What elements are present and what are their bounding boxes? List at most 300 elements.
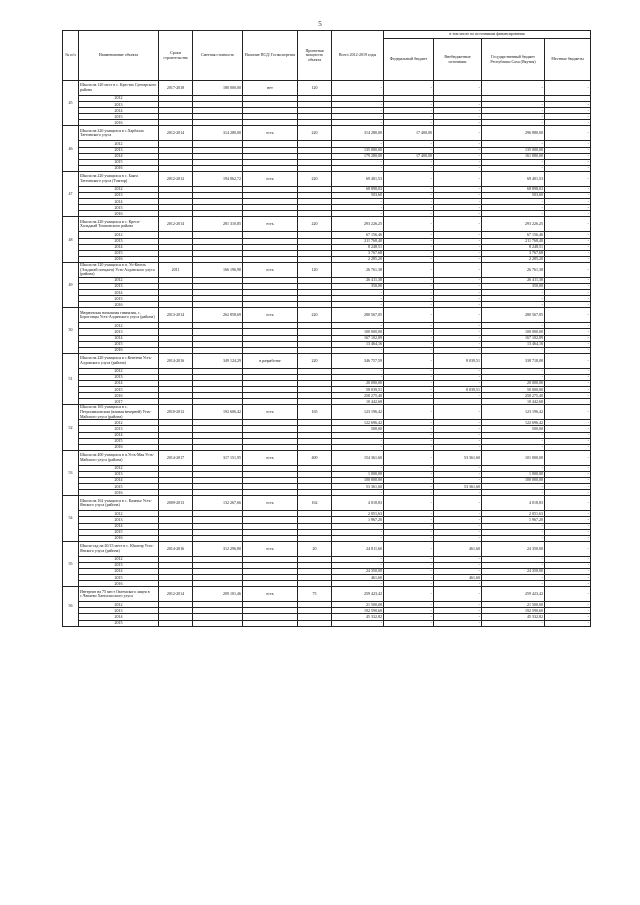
year-fed: - (384, 478, 434, 484)
year-local: - (545, 471, 591, 477)
year-label: 2016 (79, 444, 159, 450)
object-number: 45 (63, 81, 79, 126)
object-fed: - (384, 450, 434, 465)
year-label: 2014 (79, 290, 159, 296)
year-fed: - (384, 381, 434, 387)
year-state: 258 275,40 (482, 393, 545, 399)
object-capacity: 220 (298, 171, 332, 186)
object-name: Школа на 220 учащихся в с. Кресп-Хальджай Томпонского района (79, 217, 159, 232)
year-label: 2016 (79, 211, 159, 217)
object-total: 293 226,25 (332, 217, 384, 232)
object-name: Школа на 165 учащихся в с. Петропавловском (вливая вечерней) Усть-Майского улуса (района) (79, 405, 159, 420)
year-total: - (332, 465, 384, 471)
header-extra: Внебюджетные источники (434, 39, 482, 81)
object-name: Школа на 400 учащихся в п.Усть-Мая Усть-Майского улуса (района) (79, 450, 159, 465)
year-fed: - (384, 193, 434, 199)
object-local: - (545, 308, 591, 323)
year-total: 258 275,40 (332, 393, 384, 399)
year-extra: - (434, 608, 482, 614)
year-label: 2013 (79, 426, 159, 432)
year-total: - (332, 444, 384, 450)
object-total: 314 280,00 (332, 126, 384, 141)
object-capacity: 20 (298, 541, 332, 556)
year-fed: 17 400,00 (384, 153, 434, 159)
year-label: 2015 (79, 529, 159, 535)
year-fed: - (384, 277, 434, 283)
year-label: 2015 (79, 484, 159, 490)
year-state: - (482, 296, 545, 302)
year-state: - (482, 302, 545, 308)
year-extra: - (434, 335, 482, 341)
object-fed: - (384, 541, 434, 556)
year-total: 21 500,00 (332, 602, 384, 608)
year-local: - (545, 529, 591, 535)
header-num: № п/п (63, 31, 79, 81)
year-total: - (332, 205, 384, 211)
year-extra: - (434, 511, 482, 517)
year-fed: - (384, 323, 434, 329)
year-total: - (332, 165, 384, 171)
year-label: 2014 (79, 523, 159, 529)
year-local: - (545, 277, 591, 283)
year-total: 122 696,42 (332, 420, 384, 426)
object-fed: - (384, 217, 434, 232)
year-local: - (545, 290, 591, 296)
year-fed: - (384, 165, 434, 171)
year-extra: - (434, 478, 482, 484)
year-extra: 8 039,51 (434, 387, 482, 393)
object-cost: 349 124,29 (193, 353, 243, 368)
year-state: 167 102,89 (482, 335, 545, 341)
year-extra: - (434, 165, 482, 171)
year-local: - (545, 517, 591, 523)
object-number: 48 (63, 217, 79, 262)
year-local: - (545, 205, 591, 211)
year-extra: - (434, 199, 482, 205)
year-total: 192 590,60 (332, 608, 384, 614)
year-total: 350,00 (332, 283, 384, 289)
object-number: 50 (63, 308, 79, 353)
object-capacity: 162 (298, 496, 332, 511)
year-state: 2 285,20 (482, 256, 545, 262)
year-fed: - (384, 614, 434, 620)
object-capacity: 165 (298, 405, 332, 420)
object-state: 293 226,25 (482, 217, 545, 232)
object-psd: есть (243, 405, 298, 420)
year-total: 8 248,51 (332, 244, 384, 250)
object-state: 259 423,42 (482, 587, 545, 602)
year-fed: - (384, 256, 434, 262)
year-fed: - (384, 341, 434, 347)
year-label: 2013 (79, 102, 159, 108)
year-state: - (482, 529, 545, 535)
year-state: 45 332,82 (482, 614, 545, 620)
object-total: 259 423,42 (332, 587, 384, 602)
year-local: - (545, 147, 591, 153)
object-cost: 192 606,42 (193, 405, 243, 420)
year-local: - (545, 438, 591, 444)
object-local: - (545, 353, 591, 368)
year-local: - (545, 381, 591, 387)
object-extra: - (434, 81, 482, 96)
year-local: - (545, 562, 591, 568)
year-state: - (482, 374, 545, 380)
year-label: 2012 (79, 186, 159, 192)
year-total: 179 280,00 (332, 153, 384, 159)
year-label: 2016 (79, 165, 159, 171)
year-label: 2012 (79, 420, 159, 426)
year-total: - (332, 581, 384, 587)
year-label: 2014 (79, 244, 159, 250)
object-state: 123 196,42 (482, 405, 545, 420)
year-fed: - (384, 186, 434, 192)
year-state: - (482, 199, 545, 205)
object-name: Мюрюнская начальная гимназия, с. Борогонцы Усть-Алданского улуса (района) (79, 308, 159, 323)
year-state: 1 000,00 (482, 471, 545, 477)
year-fed: - (384, 471, 434, 477)
year-label: 2015 (79, 250, 159, 256)
year-label: 2015 (79, 620, 159, 626)
year-fed: - (384, 393, 434, 399)
object-name: Школа на 120 учащихся в п. Уо-Кюель (Эльдигай спецжеп) Усть-Алданского улуса (района) (79, 262, 159, 277)
object-extra: - (434, 496, 482, 511)
year-total: 68 898,03 (332, 186, 384, 192)
year-fed: - (384, 302, 434, 308)
year-total: - (332, 302, 384, 308)
object-total: 280 567,05 (332, 308, 384, 323)
object-term: 2012-2014 (159, 587, 193, 602)
empty-cell (298, 620, 332, 626)
object-term: 2009-2013 (159, 496, 193, 511)
year-state: 350,00 (482, 283, 545, 289)
object-psd: нет (243, 81, 298, 96)
year-fed: - (384, 575, 434, 581)
header-name: Наименование объекта (79, 31, 159, 81)
year-state: 161 880,00 (482, 153, 545, 159)
year-fed: - (384, 199, 434, 205)
year-extra: - (434, 296, 482, 302)
year-label: 2013 (79, 147, 159, 153)
year-state: - (482, 141, 545, 147)
object-fed: - (384, 587, 434, 602)
year-total: 26 411,38 (332, 277, 384, 283)
object-capacity: 120 (298, 81, 332, 96)
object-row (63, 405, 591, 420)
year-extra: - (434, 568, 482, 574)
object-psd: есть (243, 308, 298, 323)
year-fed: - (384, 141, 434, 147)
year-local: - (545, 159, 591, 165)
year-fed: - (384, 147, 434, 153)
object-name: Интернат на 75 мест Октемского лицея в с.Чапаево Хангаласского улуса (79, 587, 159, 602)
year-label: 2013 (79, 329, 159, 335)
object-row (63, 541, 591, 556)
year-total: - (332, 438, 384, 444)
object-cost: 194 062,72 (193, 171, 243, 186)
year-state: - (482, 290, 545, 296)
year-local: - (545, 165, 591, 171)
year-extra: - (434, 471, 482, 477)
object-state: 26 761,38 (482, 262, 545, 277)
object-fed: - (384, 496, 434, 511)
year-local: - (545, 387, 591, 393)
year-fed: - (384, 608, 434, 614)
year-total: 500,00 (332, 426, 384, 432)
year-state: - (482, 465, 545, 471)
object-row (63, 496, 591, 511)
object-row (63, 587, 591, 602)
object-number: 54 (63, 496, 79, 541)
year-fed: - (384, 368, 434, 374)
year-fed: - (384, 335, 434, 341)
year-state: - (482, 368, 545, 374)
object-total: 69 401,53 (332, 171, 384, 186)
year-fed: - (384, 244, 434, 250)
year-fed: - (384, 296, 434, 302)
object-term: 2014-2016 (159, 353, 193, 368)
year-state: 26 411,38 (482, 277, 545, 283)
year-label: 2016 (79, 302, 159, 308)
year-fed: - (384, 517, 434, 523)
year-total: 67 156,46 (332, 232, 384, 238)
object-total: 24 811,60 (332, 541, 384, 556)
year-extra: - (434, 393, 482, 399)
object-local: - (545, 171, 591, 186)
year-local: - (545, 341, 591, 347)
year-local: - (545, 186, 591, 192)
year-local: - (545, 608, 591, 614)
object-cost: 314 280,00 (193, 126, 243, 141)
year-total: - (332, 102, 384, 108)
object-number: 56 (63, 587, 79, 626)
page-number: 5 (318, 20, 322, 28)
year-extra: - (434, 341, 482, 347)
header-state: Государственный бюджет Республики Саха (Якутия) (482, 39, 545, 81)
year-label: 2016 (79, 490, 159, 496)
year-local: - (545, 484, 591, 490)
year-extra: - (434, 290, 482, 296)
year-state: 3 767,68 (482, 250, 545, 256)
year-fed: - (384, 535, 434, 541)
year-local: - (545, 250, 591, 256)
year-total: - (332, 199, 384, 205)
object-local: - (545, 126, 591, 141)
year-extra: - (434, 614, 482, 620)
year-label: 2014 (79, 108, 159, 114)
year-extra: - (434, 329, 482, 335)
year-extra: - (434, 193, 482, 199)
year-fed: - (384, 232, 434, 238)
year-total: - (332, 141, 384, 147)
year-state: - (482, 165, 545, 171)
object-row (63, 262, 591, 277)
year-fed: - (384, 329, 434, 335)
year-label: 2014 (79, 381, 159, 387)
year-fed: - (384, 523, 434, 529)
year-label: 2013 (79, 517, 159, 523)
year-label: 2012 (79, 96, 159, 102)
object-psd: есть (243, 217, 298, 232)
year-state: - (482, 211, 545, 217)
year-fed: - (384, 620, 434, 626)
year-total: 45 332,82 (332, 614, 384, 620)
object-extra: - (434, 405, 482, 420)
year-total: 2 051,63 (332, 511, 384, 517)
year-label: 2015 (79, 205, 159, 211)
year-total: 24 350,00 (332, 568, 384, 574)
year-state: 24 350,00 (482, 568, 545, 574)
object-state: 338 718,08 (482, 353, 545, 368)
year-total: 100 000,00 (332, 329, 384, 335)
object-row (63, 126, 591, 141)
year-state: - (482, 575, 545, 581)
year-state: 10 442,68 (482, 399, 545, 405)
year-local: - (545, 153, 591, 159)
object-capacity: 75 (298, 587, 332, 602)
empty-cell (159, 620, 193, 626)
year-local: - (545, 296, 591, 302)
year-state: - (482, 484, 545, 490)
object-fed: 17 400,00 (384, 126, 434, 141)
object-term: 2017-2018 (159, 81, 193, 96)
year-local: - (545, 256, 591, 262)
year-extra: - (434, 238, 482, 244)
object-local: - (545, 405, 591, 420)
year-local: - (545, 432, 591, 438)
object-psd: в разработке (243, 353, 298, 368)
year-extra: - (434, 147, 482, 153)
year-fed: - (384, 581, 434, 587)
header-term: Сроки строительства (159, 31, 193, 81)
year-state: 1 967,20 (482, 517, 545, 523)
year-label: 2016 (79, 535, 159, 541)
year-total: 2 285,20 (332, 256, 384, 262)
object-cost: 209 101,46 (193, 587, 243, 602)
year-extra: - (434, 444, 482, 450)
year-local: - (545, 102, 591, 108)
object-extra: - (434, 126, 482, 141)
year-total: 20 000,00 (332, 381, 384, 387)
year-total: - (332, 159, 384, 165)
year-local: - (545, 238, 591, 244)
object-extra: 461,60 (434, 541, 482, 556)
object-number: 51 (63, 353, 79, 405)
year-local: - (545, 420, 591, 426)
object-cost: 262 858,69 (193, 308, 243, 323)
object-total: 123 196,42 (332, 405, 384, 420)
year-extra: - (434, 244, 482, 250)
year-label: 2013 (79, 608, 159, 614)
year-state: - (482, 159, 545, 165)
year-label: 2013 (79, 374, 159, 380)
object-name: Школа на 220 учащихся в с.Харбалах Таттинского улуса (79, 126, 159, 141)
year-local: - (545, 465, 591, 471)
year-fed: - (384, 387, 434, 393)
year-total: 53 361,60 (332, 484, 384, 490)
object-psd: есть (243, 541, 298, 556)
year-state: - (482, 432, 545, 438)
object-row (63, 81, 591, 96)
year-local: - (545, 347, 591, 353)
object-psd: есть (243, 587, 298, 602)
year-extra: - (434, 283, 482, 289)
year-state: - (482, 620, 545, 626)
year-local: - (545, 426, 591, 432)
header-capacity: Проектная мощность объекта (298, 31, 332, 81)
object-name: Школа на 162 учащихся в с. Казачье Усть-Янского улуса (района) (79, 496, 159, 511)
year-label: 2016 (79, 581, 159, 587)
year-total: - (332, 290, 384, 296)
year-extra: - (434, 426, 482, 432)
year-label: 2015 (79, 114, 159, 120)
year-total: - (332, 490, 384, 496)
object-local: - (545, 262, 591, 277)
year-local: - (545, 283, 591, 289)
object-row (63, 308, 591, 323)
year-extra: - (434, 323, 482, 329)
year-state: 500,00 (482, 426, 545, 432)
year-extra: - (434, 250, 482, 256)
year-total: - (332, 562, 384, 568)
year-label: 2015 (79, 575, 159, 581)
year-fed: - (384, 465, 434, 471)
object-cost: 281 310,85 (193, 217, 243, 232)
year-state: 100 000,00 (482, 329, 545, 335)
year-local: - (545, 444, 591, 450)
year-state: - (482, 120, 545, 126)
header-local: Местные бюджеты (545, 39, 591, 81)
year-local: - (545, 302, 591, 308)
year-state: - (482, 438, 545, 444)
year-total: - (332, 529, 384, 535)
object-term: 2010-2012 (159, 405, 193, 420)
year-extra: - (434, 556, 482, 562)
object-fed: - (384, 262, 434, 277)
object-cost: 166 196,98 (193, 262, 243, 277)
year-local: - (545, 393, 591, 399)
year-extra: - (434, 374, 482, 380)
year-extra: - (434, 438, 482, 444)
year-extra: - (434, 120, 482, 126)
year-state: - (482, 323, 545, 329)
year-total: - (332, 347, 384, 353)
object-local: - (545, 81, 591, 96)
object-local: - (545, 496, 591, 511)
year-local: - (545, 368, 591, 374)
year-local: - (545, 199, 591, 205)
year-total: - (332, 211, 384, 217)
year-label: 2014 (79, 478, 159, 484)
header-psd: Наличие ПСД/ Госэкспертиза (243, 31, 298, 81)
year-extra: - (434, 562, 482, 568)
year-total: 211 768,40 (332, 238, 384, 244)
year-total: - (332, 620, 384, 626)
object-state: - (482, 81, 545, 96)
year-label: 2012 (79, 368, 159, 374)
object-local: - (545, 217, 591, 232)
year-local: - (545, 329, 591, 335)
year-total: - (332, 323, 384, 329)
year-fed: - (384, 211, 434, 217)
year-label: 2014 (79, 153, 159, 159)
year-label: 2012 (79, 323, 159, 329)
year-extra: - (434, 108, 482, 114)
year-local: - (545, 114, 591, 120)
year-local: - (545, 120, 591, 126)
year-total: - (332, 114, 384, 120)
object-capacity: 220 (298, 308, 332, 323)
year-extra: - (434, 529, 482, 535)
